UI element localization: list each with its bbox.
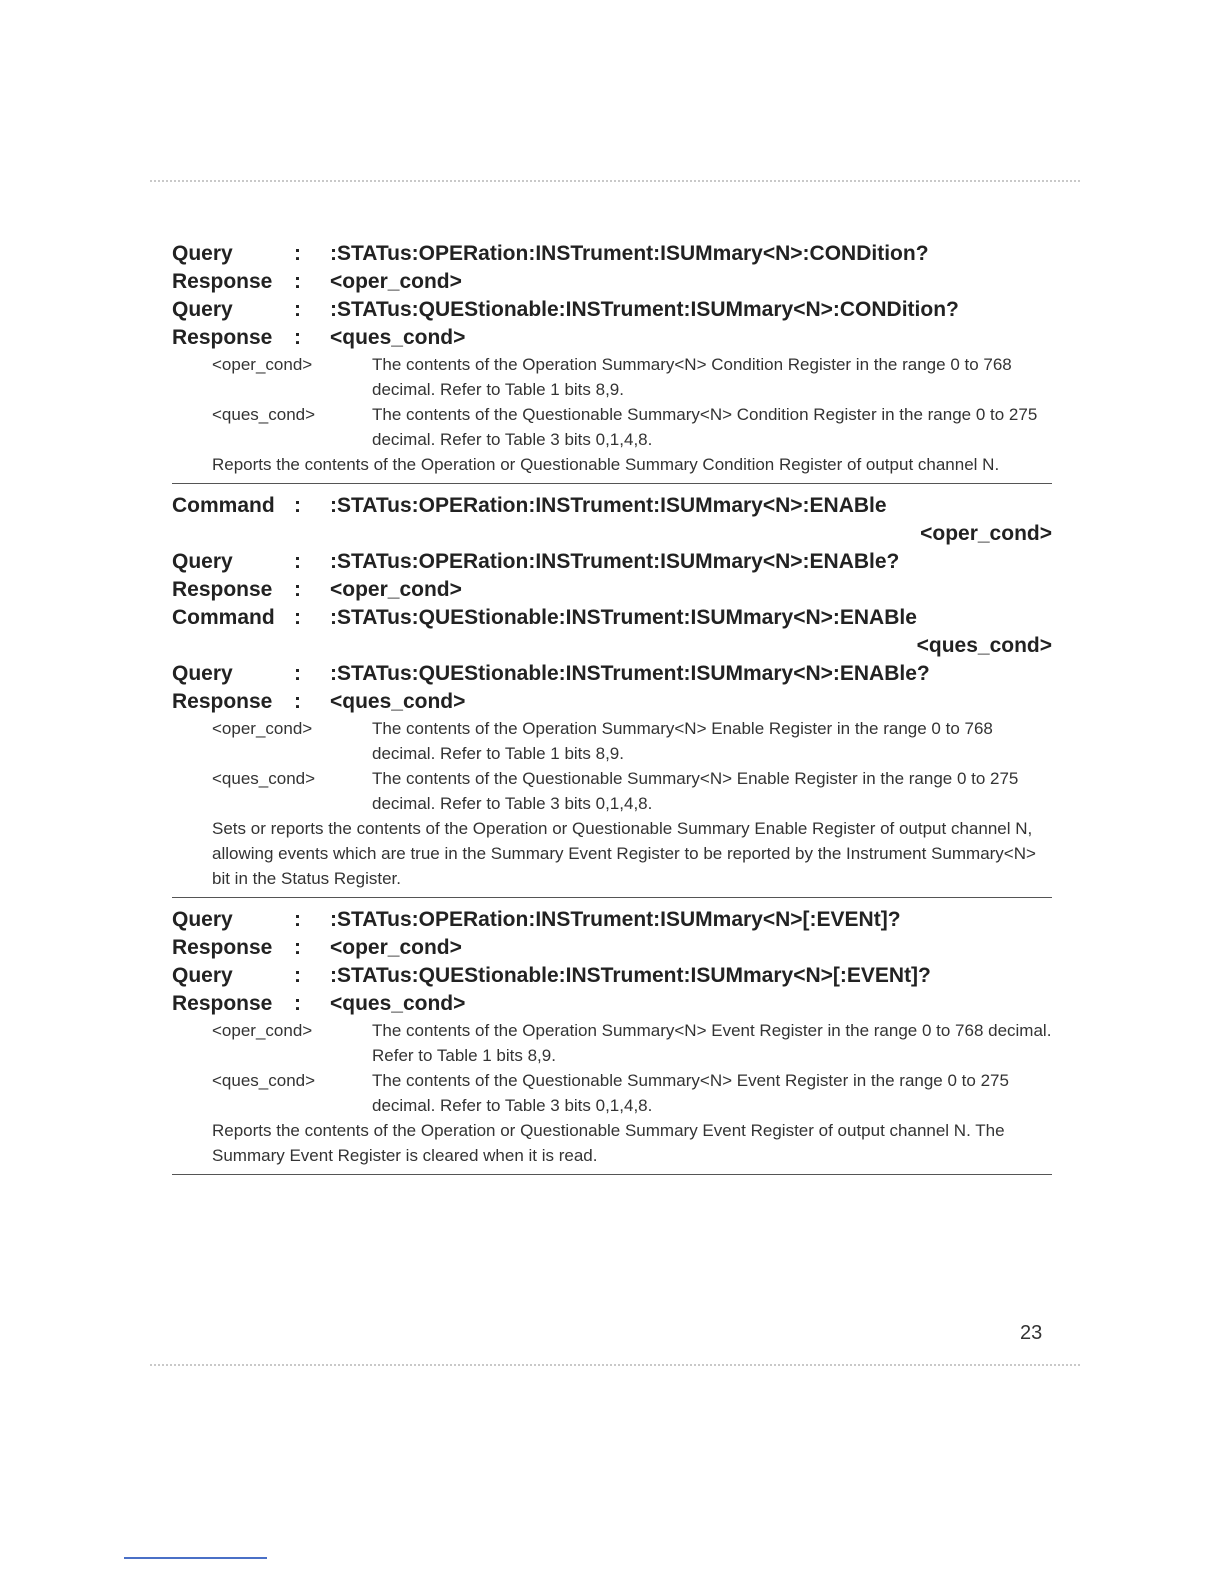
line-keyword: Command <box>172 494 275 517</box>
line-keyword: Response <box>172 936 273 959</box>
line-colon: : <box>294 662 301 685</box>
parameter-term: <ques_cond> <box>212 1071 316 1090</box>
line-keyword: Query <box>172 242 233 265</box>
bottom-dotted-rule <box>150 1364 1080 1366</box>
line-keyword: Response <box>172 270 273 293</box>
line-colon: : <box>294 992 301 1015</box>
command-line <box>172 604 1052 632</box>
line-colon: : <box>294 326 301 349</box>
block-note: Reports the contents of the Operation or Questionable Summary Event Register of output channel N. The Summary Event Register is cleared when it is read. <box>212 1121 1005 1165</box>
line-continuation: <oper_cond> <box>920 522 1052 545</box>
parameter-definition <box>212 352 1052 402</box>
line-keyword: Query <box>172 662 233 685</box>
event-register-block <box>172 906 1052 1175</box>
block-note: Reports the contents of the Operation or Questionable Summary Condition Register of output channel N. <box>212 455 1000 474</box>
line-syntax: <oper_cond> <box>330 936 462 959</box>
line-syntax: :STATus:OPERation:INSTrument:ISUMmary<N>:ENABle? <box>330 550 900 573</box>
parameter-description: The contents of the Questionable Summary<N> Enable Register in the range 0 to 275 decimal. Refer to Table 3 bits 0,1,4,8. <box>372 769 1019 813</box>
line-syntax: <ques_cond> <box>330 326 466 349</box>
line-syntax: :STATus:OPERation:INSTrument:ISUMmary<N>:ENABle <box>330 494 887 517</box>
parameter-term: <ques_cond> <box>212 405 316 424</box>
parameter-description: The contents of the Questionable Summary<N> Event Register in the range 0 to 275 decimal. Refer to Table 3 bits 0,1,4,8. <box>372 1071 1009 1115</box>
line-keyword: Query <box>172 964 233 987</box>
line-syntax: :STATus:QUEStionable:INSTrument:ISUMmary<N>[:EVENt]? <box>330 964 931 987</box>
parameter-definition <box>212 716 1052 766</box>
line-keyword: Response <box>172 690 273 713</box>
line-syntax: <ques_cond> <box>330 690 466 713</box>
line-colon: : <box>294 690 301 713</box>
parameter-term: <oper_cond> <box>212 719 313 738</box>
command-line <box>172 990 1052 1018</box>
parameter-description: The contents of the Operation Summary<N> Condition Register in the range 0 to 768 decimal. Refer to Table 1 bits 8,9. <box>372 355 1012 399</box>
command-reference <box>172 240 1052 1183</box>
line-syntax: :STATus:QUEStionable:INSTrument:ISUMmary<N>:CONDition? <box>330 298 959 321</box>
page-number: 23 <box>1020 1322 1043 1344</box>
command-line <box>172 240 1052 268</box>
line-colon: : <box>294 298 301 321</box>
line-keyword: Command <box>172 606 275 629</box>
command-line <box>172 934 1052 962</box>
line-colon: : <box>294 578 301 601</box>
line-keyword: Response <box>172 578 273 601</box>
line-keyword: Query <box>172 550 233 573</box>
enable-register-block <box>172 492 1052 898</box>
line-keyword: Query <box>172 298 233 321</box>
top-dotted-rule <box>150 180 1080 182</box>
line-colon: : <box>294 494 301 517</box>
line-syntax: <ques_cond> <box>330 992 466 1015</box>
line-colon: : <box>294 908 301 931</box>
block-note: Sets or reports the contents of the Operation or Questionable Summary Enable Register of output channel N, allowing events which are true in the Summary Event Register to be reported by the Instrument Summary<N> bit in the Status Register. <box>212 819 1036 888</box>
parameter-definition <box>212 1018 1052 1068</box>
line-keyword: Response <box>172 326 273 349</box>
line-colon: : <box>294 606 301 629</box>
line-colon: : <box>294 550 301 573</box>
parameter-description: The contents of the Operation Summary<N> Event Register in the range 0 to 768 decimal. Refer to Table 1 bits 8,9. <box>372 1021 1052 1065</box>
line-keyword: Response <box>172 992 273 1015</box>
line-syntax: <oper_cond> <box>330 270 462 293</box>
command-line <box>172 962 1052 990</box>
line-colon: : <box>294 242 301 265</box>
line-syntax: :STATus:QUEStionable:INSTrument:ISUMmary<N>:ENABle <box>330 606 917 629</box>
parameter-description: The contents of the Operation Summary<N> Enable Register in the range 0 to 768 decimal. Refer to Table 1 bits 8,9. <box>372 719 993 763</box>
line-syntax: :STATus:OPERation:INSTrument:ISUMmary<N>:CONDition? <box>330 242 929 265</box>
line-syntax: <oper_cond> <box>330 578 462 601</box>
parameter-term: <oper_cond> <box>212 355 313 374</box>
line-colon: : <box>294 270 301 293</box>
command-line <box>172 548 1052 576</box>
command-line <box>172 324 1052 352</box>
command-line <box>172 296 1052 324</box>
command-line <box>172 906 1052 934</box>
line-colon: : <box>294 964 301 987</box>
line-continuation: <ques_cond> <box>916 634 1052 657</box>
parameter-term: <ques_cond> <box>212 769 316 788</box>
command-line <box>172 660 1052 688</box>
parameter-definition <box>212 402 1052 452</box>
parameter-definition <box>212 766 1052 816</box>
parameter-term: <oper_cond> <box>212 1021 313 1040</box>
condition-register-block <box>172 240 1052 484</box>
line-syntax: :STATus:QUEStionable:INSTrument:ISUMmary<N>:ENABle? <box>330 662 930 685</box>
command-line <box>172 688 1052 716</box>
command-line <box>172 268 1052 296</box>
footnote-rule <box>124 1557 267 1559</box>
line-colon: : <box>294 936 301 959</box>
command-line <box>172 492 1052 520</box>
command-line <box>172 576 1052 604</box>
parameter-definition <box>212 1068 1052 1118</box>
line-keyword: Query <box>172 908 233 931</box>
line-syntax: :STATus:OPERation:INSTrument:ISUMmary<N>[:EVENt]? <box>330 908 901 931</box>
parameter-description: The contents of the Questionable Summary<N> Condition Register in the range 0 to 275 decimal. Refer to Table 3 bits 0,1,4,8. <box>372 405 1038 449</box>
